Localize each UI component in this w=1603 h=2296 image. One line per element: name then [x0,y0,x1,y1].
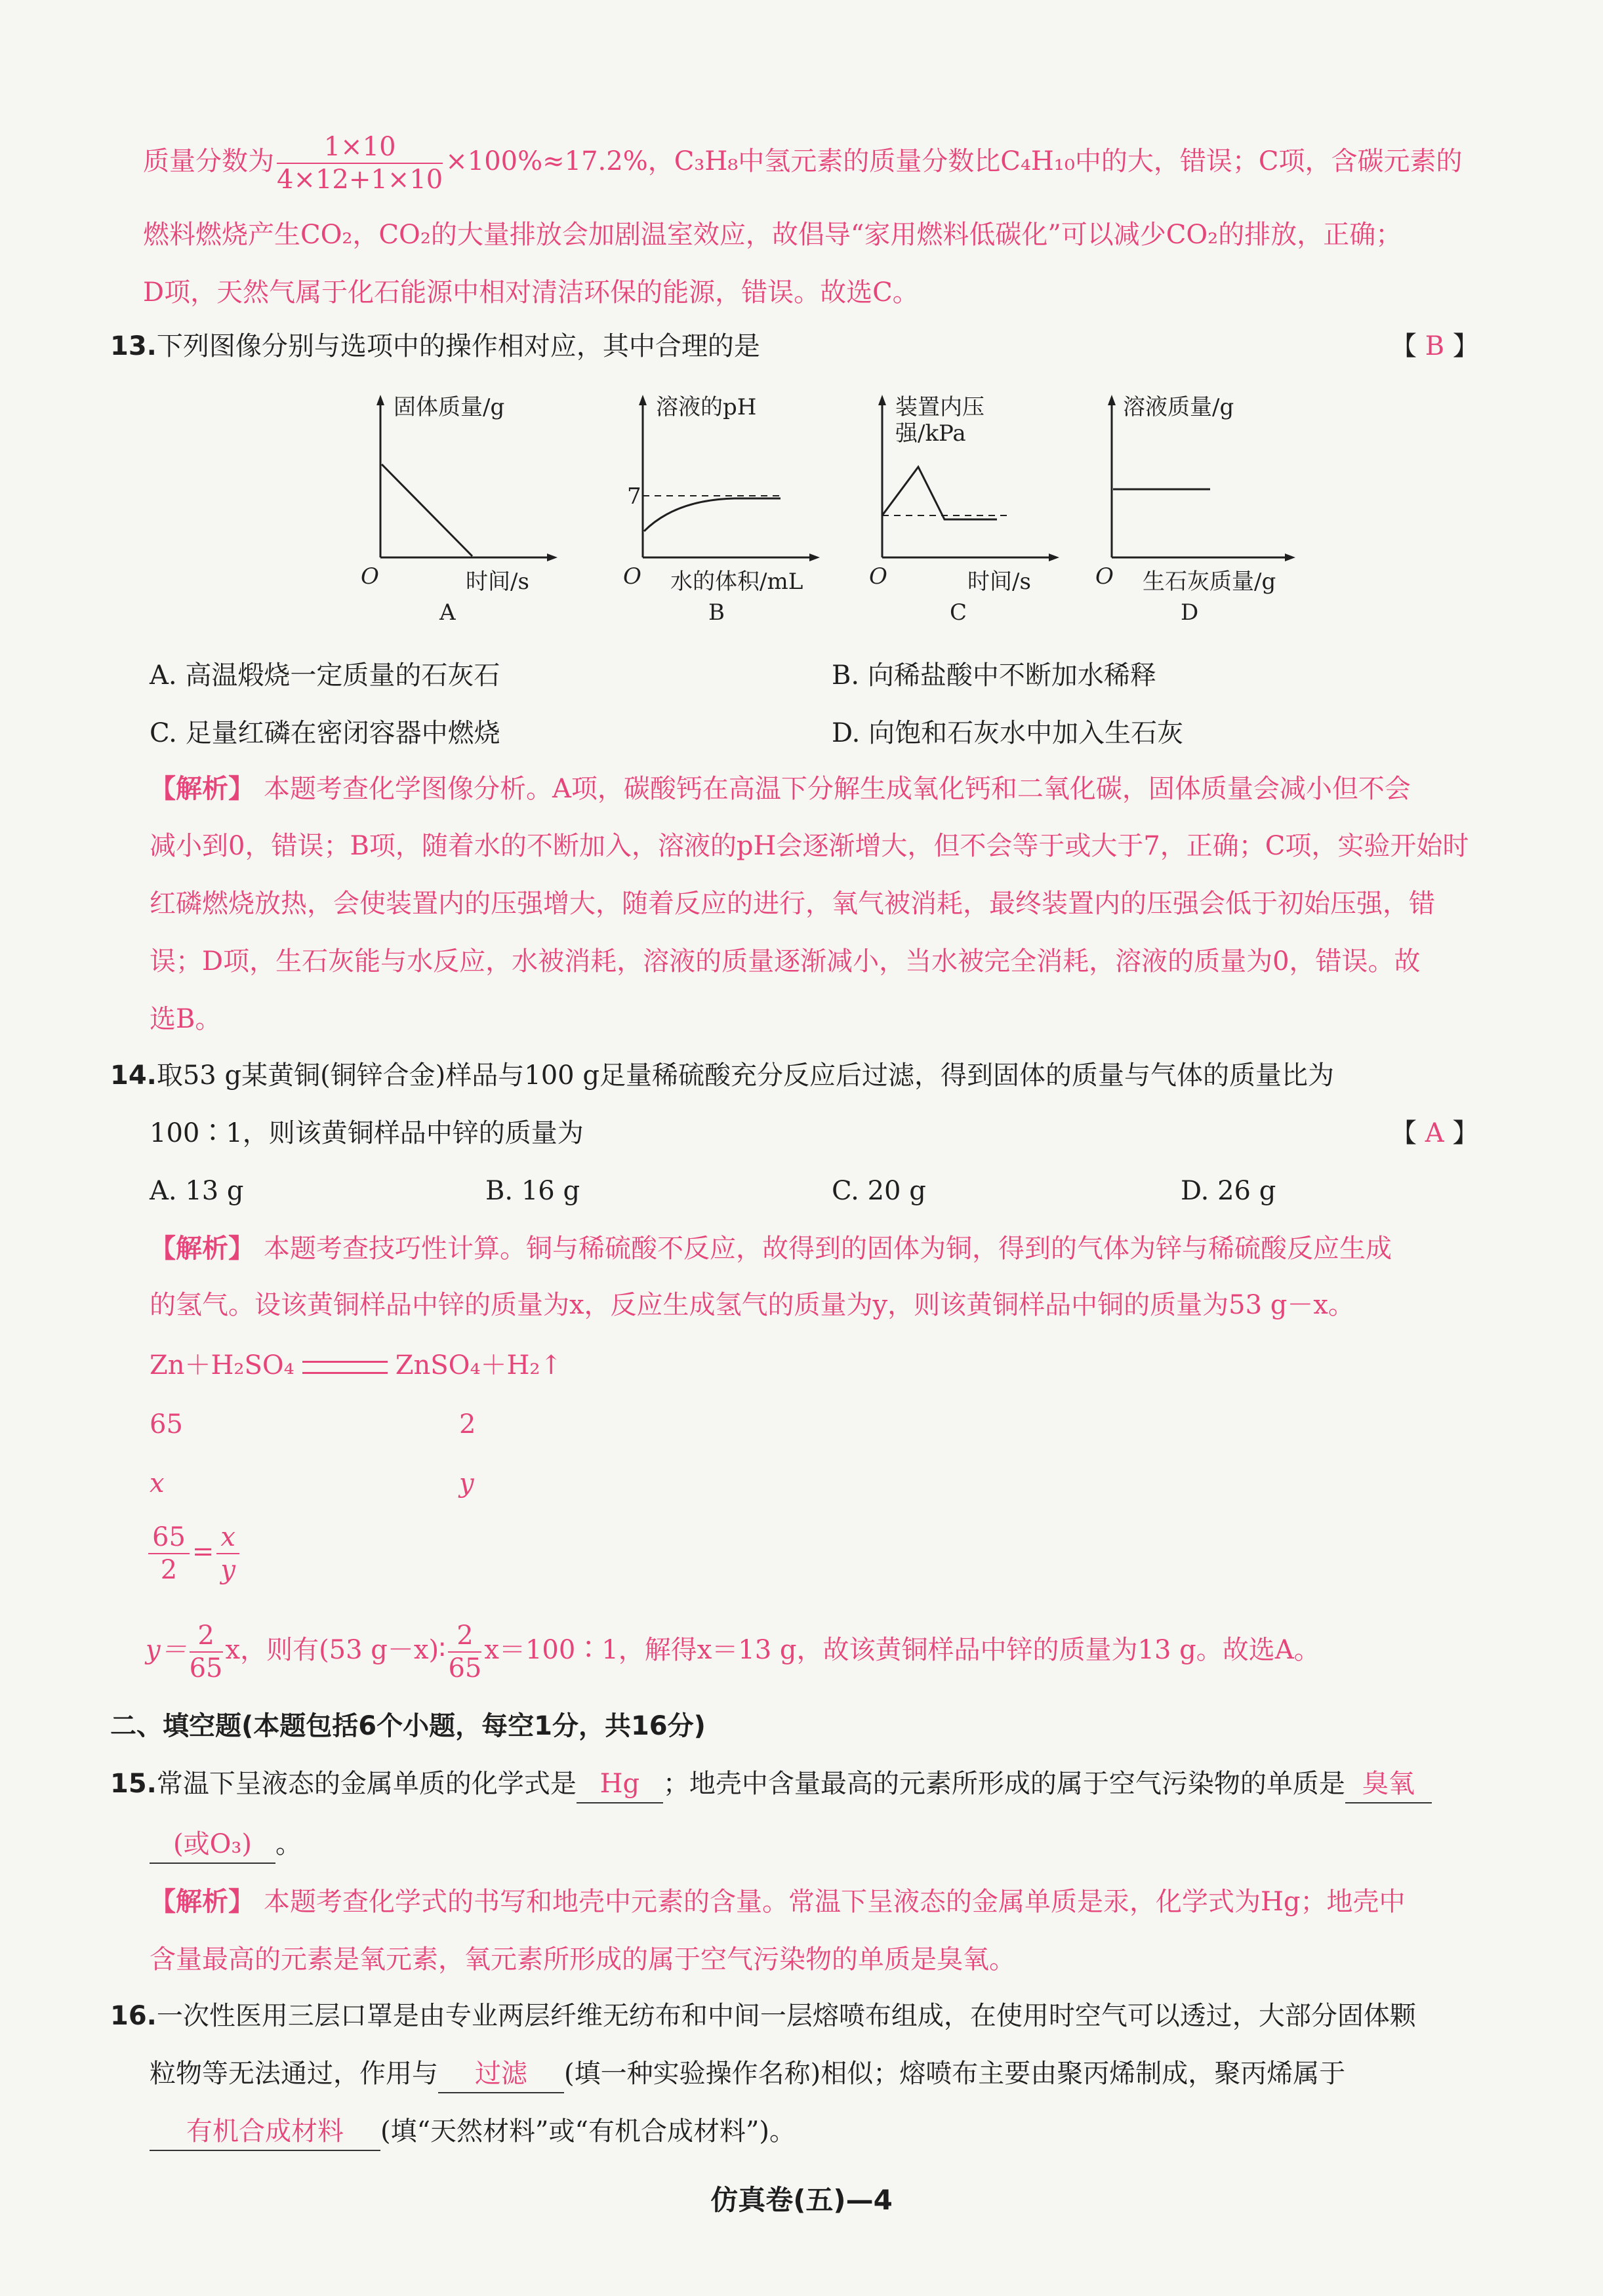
top-expl-line3: D项，天然气属于化石能源中相对清洁环保的能源，错误。故选C。 [143,277,919,308]
graph-a-xlabel: 时间/s [466,569,529,595]
top-expl-line1: 质量分数为 $\frac{1\times 10}{4\times 12+1\times 10}$ ×100%≈17.2%，C₃H₈中氢元素的质量分数比C₄H₁₀中的大，错误；C项，含碳元素的 [143,132,1463,195]
q16-line3: 有机合成材料 (填“天然材料”或“有机合成材料”)。 [150,2113,796,2151]
q14-final-line: y＝ $\frac{2}{65}$ x，则有(53 g－x)∶ $\frac{2}{65}$ x＝100∶1，解得x＝13 g，故该黄铜样品中锌的质量为13 g。故选A。 [146,1621,1320,1683]
q14-molar-mass-zn: 65 [150,1409,183,1440]
graph-c [853,387,1076,639]
graph-c-ylabel2: 强/kPa [895,420,966,447]
q15-blank2b: (或O₃) [150,1826,275,1864]
graph-b-tick: 7 [627,483,641,510]
graph-c-letter: C [950,599,967,626]
q15-blank1: Hg [577,1765,663,1803]
q15-expl-line1: 【解析】 本题考查化学式的书写和地壳中元素的含量。常温下呈液态的金属单质是汞，化学式为Hg；地壳中 [150,1886,1406,1917]
q15-line2: (或O₃) 。 [150,1826,302,1864]
q13-expl-line2: 减小到0，错误；B项，随着水的不断加入，溶液的pH会逐渐增大，但不会等于或大于7，正确；C项，实验开始时 [150,831,1469,861]
q14-expl-line2: 的氢气。设该黄铜样品中锌的质量为x，反应生成氢气的质量为y，则该黄铜样品中铜的质量为53 g－x。 [150,1290,1354,1320]
graph-b-origin: O [623,563,641,590]
q13-option-c: C. 足量红磷在密闭容器中燃烧 [150,718,500,748]
q13-option-b: B. 向稀盐酸中不断加水稀释 [832,660,1156,691]
graph-d [1089,387,1338,639]
q14-var-x: x [150,1468,165,1499]
q14-stem-line1: 14.取53 g某黄铜(铜锌合金)样品与100 g足量稀硫酸充分反应后过滤，得到固体的质量与气体的质量比为 [110,1060,1334,1091]
graph-c-xlabel: 时间/s [967,569,1031,595]
graph-a-ylabel: 固体质量/g [394,394,505,420]
q14-stem-line2: 100∶1，则该黄铜样品中锌的质量为 [150,1118,584,1148]
q16-line2: 粒物等无法通过，作用与 过滤 (填一种实验操作名称)相似；熔喷布主要由聚丙烯制成，聚丙烯属于 [150,2055,1345,2093]
graph-a [354,387,577,639]
graph-b-letter: B [708,599,725,626]
q16-line1: 16.一次性医用三层口罩是由专业两层纤维无纺布和中间一层熔喷布组成，在使用时空气可以透过，大部分固体颗 [110,2001,1416,2031]
q14-option-b: B. 16 g [485,1176,580,1206]
q14-option-d: D. 26 g [1181,1176,1276,1206]
q16-blank1: 过滤 [438,2055,564,2093]
q13-option-d: D. 向饱和石灰水中加入生石灰 [832,718,1184,748]
graph-a-origin: O [361,563,379,590]
q14-equation: Zn＋H₂SO₄ ZnSO₄＋H₂↑ [150,1350,562,1380]
graph-c-ylabel1: 装置内压 [895,394,984,420]
q14-molar-mass-h2: 2 [459,1409,476,1440]
q13-expl-line5: 选B。 [150,1004,222,1034]
q14-ratio: $\frac{65}{2}$ = $\frac{x}{y}$ [146,1521,242,1586]
graph-d-letter: D [1181,599,1199,626]
q13-answer-bracket: 【 B 】 [1390,331,1479,361]
page-footer: 仿真卷(五)—4 [710,2184,893,2216]
equals-sign [302,1361,388,1374]
q15-expl-line2: 含量最高的元素是氧元素，氧元素所形成的属于空气污染物的单质是臭氧。 [150,1944,1015,1975]
q13-option-a: A. 高温煅烧一定质量的石灰石 [150,660,500,691]
graph-d-origin: O [1095,563,1114,590]
q15-line1: 15.常温下呈液态的金属单质的化学式是 Hg ；地壳中含量最高的元素所形成的属于空气污染物的单质是 臭氧 [110,1765,1432,1803]
q13-stem: 13.下列图像分别与选项中的操作相对应，其中合理的是 [110,331,760,361]
graph-b-xlabel: 水的体积/mL [670,569,803,595]
q15-blank2a: 臭氧 [1345,1765,1432,1803]
q14-answer-bracket: 【 A 】 [1390,1118,1479,1148]
graph-a-letter: A [439,599,456,626]
section2-title: 二、填空题(本题包括6个小题，每空1分，共16分) [110,1711,706,1741]
q14-expl-line1: 【解析】 本题考查技巧性计算。铜与稀硫酸不反应，故得到的固体为铜，得到的气体为锌与稀硫酸反应生成 [150,1233,1392,1264]
graph-d-ylabel: 溶液质量/g [1123,394,1234,420]
graph-b [603,387,826,639]
top-expl-line2: 燃料燃烧产生CO₂，CO₂的大量排放会加剧温室效应，故倡导“家用燃料低碳化”可以减少CO₂的排放，正确； [143,220,1402,250]
q14-option-a: A. 13 g [150,1176,244,1206]
graph-b-ylabel: 溶液的pH [656,394,757,420]
graph-c-origin: O [869,563,887,590]
q16-blank2: 有机合成材料 [150,2113,380,2151]
q13-expl-line3: 红磷燃烧放热，会使装置内的压强增大，随着反应的进行，氧气被消耗，最终装置内的压强会低于初始压强，错 [150,889,1435,919]
graph-d-xlabel: 生石灰质量/g [1143,569,1276,595]
q13-expl-line4: 误；D项，生石灰能与水反应，水被消耗，溶液的质量逐渐减小，当水被完全消耗，溶液的质量为0，错误。故 [150,946,1421,977]
q14-var-y: y [459,1468,474,1499]
fraction: $\frac{1\times 10}{4\times 12+1\times 10}$ [277,132,443,195]
q14-option-c: C. 20 g [832,1176,926,1206]
q13-expl-line1: 【解析】 本题考查化学图像分析。A项，碳酸钙在高温下分解生成氧化钙和二氧化碳，固体质量会减小但不会 [150,773,1411,804]
